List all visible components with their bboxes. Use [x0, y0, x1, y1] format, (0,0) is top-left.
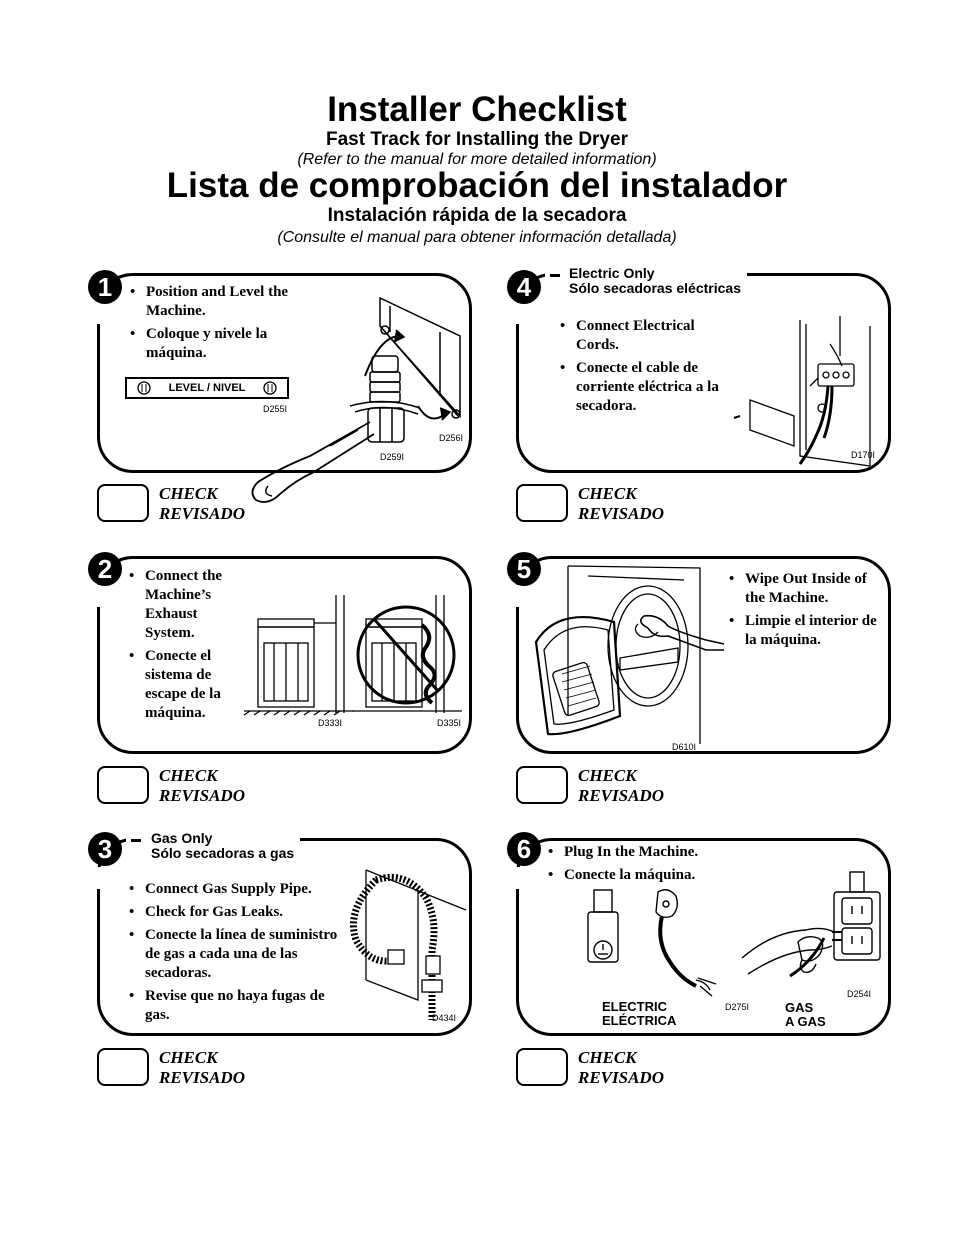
level-gauge-label: LEVEL / NIVEL — [168, 382, 246, 394]
electric-label: ELECTRIC ELÉCTRICA — [602, 999, 677, 1028]
step-6-bullet: • Conecte la máquina. — [546, 866, 746, 885]
figure-code: D170I — [851, 450, 876, 460]
step-3-bullet: • Conecte la línea de suministro de gas a cada una de las secadoras. — [127, 926, 342, 983]
step-4-tab-label: Electric Only Sólo secadoras eléctricas — [563, 266, 747, 296]
page-subtitle: Fast Track for Installing the Dryer — [326, 129, 628, 150]
page-note-spanish: (Consulte el manual para obtener información detallada) — [277, 229, 677, 246]
step-1-number-badge: 1 — [88, 270, 122, 304]
figure-code: D259I — [380, 452, 405, 462]
step-4-instructions — [558, 317, 728, 420]
step-6-check-label: CHECK REVISADO — [578, 1048, 664, 1087]
step-3-check-label: CHECK REVISADO — [159, 1048, 245, 1087]
dryer-drum-wipe-illustration — [528, 566, 724, 744]
figure-code: D434I — [432, 1013, 457, 1023]
step-4-bullet: • Connect Electrical Cords. — [558, 317, 728, 355]
step-2-check-box[interactable] — [97, 766, 149, 804]
leveling-leg-wrench-illustration — [240, 296, 470, 506]
step-5-number-badge: 5 — [507, 552, 541, 586]
step-3-number-badge: 3 — [88, 832, 122, 866]
step-5-bullet: • Wipe Out Inside of the Machine. — [727, 570, 887, 608]
exhaust-incorrect-illustration — [352, 595, 462, 720]
step-4-check-box[interactable] — [516, 484, 568, 522]
gas-supply-pipe-illustration — [336, 870, 466, 1020]
step-5-check-box[interactable] — [516, 766, 568, 804]
step-4-number-badge: 4 — [507, 270, 541, 304]
gas-dryer-plug-outlet-illustration — [742, 872, 886, 992]
figure-code: D256I — [439, 433, 464, 443]
step-2-bullet: • Connect the Machine’s Exhaust System. — [127, 567, 239, 643]
level-bubble-icon — [136, 380, 152, 396]
electric-plug-illustration — [580, 882, 740, 1002]
step-2-check-label: CHECK REVISADO — [159, 766, 245, 805]
step-2-number-badge: 2 — [88, 552, 122, 586]
step-3-check-box[interactable] — [97, 1048, 149, 1086]
page-title-spanish: Lista de comprobación del instalador — [166, 166, 788, 205]
electrical-cord-illustration — [730, 316, 875, 466]
step-2-bullet: • Conecte el sistema de escape de la máquina. — [127, 647, 239, 723]
step-6-check-box[interactable] — [516, 1048, 568, 1086]
figure-code: D333I — [318, 718, 343, 728]
figure-code: D610I — [672, 742, 697, 752]
step-5-instructions — [727, 570, 887, 654]
step-3-bullet: • Connect Gas Supply Pipe. — [127, 880, 342, 899]
step-3-tab-label: Gas Only Sólo secadoras a gas — [145, 831, 300, 861]
page-note: (Refer to the manual for more detailed information) — [297, 151, 657, 168]
figure-code: D255I — [263, 404, 288, 414]
step-6-number-badge: 6 — [507, 832, 541, 866]
figure-code: D254I — [847, 989, 872, 999]
step-1-check-box[interactable] — [97, 484, 149, 522]
exhaust-correct-illustration — [244, 595, 354, 720]
figure-code: D275I — [725, 1002, 750, 1012]
step-1-bullet: • Coloque y nivele la máquina. — [128, 325, 318, 363]
step-4-bullet: • Conecte el cable de corriente eléctrica a la secadora. — [558, 359, 728, 416]
step-3-bullet: • Revise que no haya fugas de gas. — [127, 987, 342, 1025]
step-4-check-label: CHECK REVISADO — [578, 484, 664, 523]
step-6-bullet: • Plug In the Machine. — [546, 843, 746, 862]
step-5-check-label: CHECK REVISADO — [578, 766, 664, 805]
step-1-check-label: CHECK REVISADO — [159, 484, 245, 523]
page-title: Installer Checklist — [327, 90, 627, 129]
step-2-instructions — [127, 567, 239, 727]
page-subtitle-spanish: Instalación rápida de la secadora — [327, 205, 627, 226]
step-5-bullet: • Limpie el interior de la máquina. — [727, 612, 887, 650]
step-1-bullet: • Position and Level the Machine. — [128, 283, 318, 321]
step-3-bullet: • Check for Gas Leaks. — [127, 903, 342, 922]
figure-code: D335I — [437, 718, 462, 728]
step-3-instructions — [127, 880, 342, 1029]
gas-label: GAS A GAS — [785, 1000, 826, 1029]
